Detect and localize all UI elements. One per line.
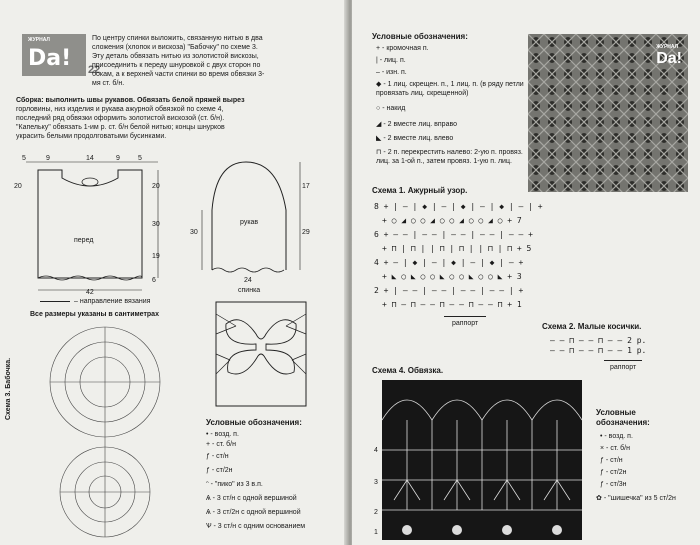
scheme4-row-number: 1 xyxy=(374,529,378,536)
scheme1-row xyxy=(374,230,533,239)
back-label: спинка xyxy=(238,287,261,294)
sizes-note: Все размеры указаны в сантиметрах xyxy=(30,311,159,318)
legend-text: - 1 лиц. скрещен. п., 1 лиц. п. (в ряду петли провязать лиц. скрещенной) xyxy=(376,81,524,97)
legend-title: Условные обозначения: xyxy=(206,418,302,427)
legend-symbol: + xyxy=(376,45,381,52)
legend-symbol: Ѧ xyxy=(206,495,211,502)
assembly-line: горловины, низ изделия и рукава ажурной обвязкой по схеме 4, xyxy=(16,106,224,113)
legend-text: - ст/2н xyxy=(211,467,233,474)
legend-symbol: × xyxy=(600,445,605,452)
row-symbols: + – – | – – | – – | – – | – – + xyxy=(383,230,533,239)
back-lacing-diagram xyxy=(206,294,316,414)
row-symbols: – – ⊓ – – ⊓ – – xyxy=(550,346,623,355)
logo-text: Da! xyxy=(28,46,72,71)
front-measure-top: 5 xyxy=(22,155,26,162)
legend-symbol: • xyxy=(600,433,603,440)
legend-symbol: + xyxy=(206,441,211,448)
legend-item xyxy=(600,444,630,453)
legend-text: - ст/н xyxy=(211,453,229,460)
scheme1-row xyxy=(382,216,522,225)
legend-symbol: ᵔ xyxy=(206,481,209,488)
scheme1-row xyxy=(382,300,522,309)
photo-logo-text: Da! xyxy=(656,50,682,67)
front-measure-left: 20 xyxy=(14,183,22,190)
butterfly-chart xyxy=(10,322,200,542)
row-number: 3 xyxy=(516,272,522,281)
legend-text: - изн. п. xyxy=(381,69,407,76)
front-measure-right: 20 xyxy=(152,183,160,190)
scheme4-chart xyxy=(382,380,582,540)
row-symbols: + – | ◆ | – | ◆ | – | ◆ | – + xyxy=(383,258,524,267)
legend-symbol: ◢ xyxy=(376,121,382,128)
front-measure-top: 9 xyxy=(116,155,120,162)
legend-symbol: ◆ xyxy=(376,81,382,88)
sleeve-measure-right: 29 xyxy=(302,229,310,236)
row-symbols: + ⊓ | ⊓ | | ⊓ | ⊓ | | ⊓ | ⊓ + xyxy=(382,244,522,253)
sleeve-pattern-diagram xyxy=(196,150,346,290)
legend-text: - ст/3н xyxy=(605,481,627,488)
legend-title: Условные обозначения: xyxy=(596,408,650,427)
legend-symbol: ƒ xyxy=(600,481,604,488)
legend-text: - ст. б/н xyxy=(212,441,236,448)
legend-text: - накид xyxy=(382,105,406,112)
legend-item xyxy=(596,494,676,503)
legend-item xyxy=(376,44,429,53)
row-number: 6 xyxy=(374,230,379,239)
rapport-label: раппорт xyxy=(604,360,642,374)
knit-sample-photo xyxy=(528,34,688,192)
scheme1-row xyxy=(382,272,522,281)
front-measure-top: 5 xyxy=(138,155,142,162)
legend-item xyxy=(206,522,305,531)
legend-text: - возд. п. xyxy=(210,431,239,438)
legend-item xyxy=(206,508,301,517)
legend-item xyxy=(206,494,297,503)
photo-logo xyxy=(656,44,682,68)
magazine-logo xyxy=(22,34,101,76)
front-measure-right: 30 xyxy=(152,221,160,228)
legend-item xyxy=(206,440,236,449)
legend-symbol: ✿ xyxy=(596,495,602,502)
intro-line: сложения (хлопок и вискоза) "Бабочку" по схеме 3. xyxy=(92,44,258,51)
legend-item xyxy=(206,480,263,489)
scheme4-row-number: 3 xyxy=(374,479,378,486)
front-measure-bottom: 42 xyxy=(86,289,94,296)
legend-title: Условные обозначения: xyxy=(372,32,468,41)
legend-text: - 2 п. перекрестить налево: 2-ую п. провяз. лиц. за 1-ой п., затем провяз. 1-ую п. лиц. xyxy=(376,149,523,165)
front-measure-top: 14 xyxy=(86,155,94,162)
assembly-line: "Капельку" обвязать 1-им р. ст. б/н белой нитью; концы шнурков xyxy=(16,124,225,131)
scheme1-row xyxy=(374,258,523,267)
sleeve-measure-left: 30 xyxy=(190,229,198,236)
legend-item xyxy=(600,480,627,489)
intro-line: мя ст. б/н. xyxy=(92,80,125,87)
scheme4-row-number: 4 xyxy=(374,447,378,454)
legend-text: - 3 ст/2н с одной вершиной xyxy=(212,509,301,516)
front-measure-right: 6 xyxy=(152,277,156,284)
row-number: 4 xyxy=(374,258,379,267)
scheme1-row xyxy=(374,286,523,295)
legend-symbol: • xyxy=(206,431,209,438)
row-symbols: + | – – | – – | – – | – – | + xyxy=(383,286,524,295)
legend-item xyxy=(376,148,526,166)
row-number: 5 xyxy=(526,244,532,253)
row-number: 2 р. xyxy=(627,336,647,345)
edging-pattern xyxy=(382,380,582,540)
intro-line: Эту деталь обвязать нитью из золотистой вискозы, xyxy=(92,53,259,60)
row-number: 8 xyxy=(374,202,379,211)
row-symbols: + ○ ◢ ○ ○ ◢ ○ ○ ◢ ○ ○ ◢ ○ + xyxy=(382,216,513,225)
legend-symbol: ◣ xyxy=(376,135,382,142)
legend-text: - лиц. п. xyxy=(379,57,406,64)
scheme1-title: Схема 1. Ажурный узор. xyxy=(372,186,468,195)
legend-text: - 2 вместе лиц. вправо xyxy=(383,121,457,128)
legend-text: - "шишечка" из 5 ст/2н xyxy=(603,495,676,502)
legend-text: - кромочная п. xyxy=(382,45,429,52)
scheme3-title: Схема 3. Бабочка. xyxy=(5,357,12,420)
legend-item xyxy=(376,104,405,113)
photo-logo-small: ЖУРНАЛ xyxy=(656,44,679,50)
legend-item xyxy=(376,68,407,77)
front-measure-top: 9 xyxy=(46,155,50,162)
right-page xyxy=(352,0,700,545)
legend-text: - ст/2н xyxy=(605,469,627,476)
direction-note: – направление вязания xyxy=(74,298,151,305)
intro-line: По центру спинки выложить, связанную нитью в два xyxy=(92,35,263,42)
assembly-line: украсить белыми продолговатыми бусинками. xyxy=(16,133,167,140)
page-number: 22 xyxy=(88,64,101,76)
left-page xyxy=(0,0,348,545)
legend-symbol: ƒ xyxy=(206,453,210,460)
legend-text: - ст. б/н xyxy=(606,445,630,452)
row-symbols: + ◣ ○ ◣ ○ ○ ◣ ○ ○ ◣ ○ ○ ◣ + xyxy=(382,272,513,281)
row-number: 1 xyxy=(516,300,522,309)
sleeve-measure-right: 17 xyxy=(302,183,310,190)
scheme1-row xyxy=(382,244,531,253)
row-symbols: – – ⊓ – – ⊓ – – xyxy=(550,336,623,345)
legend-item xyxy=(600,432,633,441)
legend-symbol: ƒ xyxy=(206,467,210,474)
front-label: перед xyxy=(74,237,94,244)
legend-symbol: ○ xyxy=(376,105,381,112)
legend-item xyxy=(206,452,229,461)
legend-symbol: | xyxy=(376,57,378,64)
legend-item xyxy=(600,468,627,477)
legend-text: - 3 ст/н с одним основанием xyxy=(213,523,306,530)
intro-line: присоединить к переду шнуровкой с двух сторон по xyxy=(92,62,261,69)
legend-text: - "пико" из 3 в.п. xyxy=(210,481,263,488)
legend-symbol: ƒ xyxy=(600,457,604,464)
legend-symbol: Ѱ xyxy=(206,523,212,530)
legend-item xyxy=(376,120,457,129)
legend-text: - ст/н xyxy=(605,457,623,464)
legend-text: - 3 ст/н с одной вершиной xyxy=(212,495,297,502)
row-number: 7 xyxy=(516,216,522,225)
row-number: 1 р. xyxy=(627,346,647,355)
intro-line: бокам, а к верхней части спинки во время обвязки 3- xyxy=(92,71,265,78)
legend-symbol: Ѧ xyxy=(206,509,211,516)
sleeve-measure-bottom: 24 xyxy=(244,277,252,284)
legend-item xyxy=(376,80,526,98)
assembly-line: Сборка: выполнить швы рукавов. Обвязать белой пряжей вырез xyxy=(16,97,245,104)
legend-symbol: ƒ xyxy=(600,469,604,476)
row-number: 2 xyxy=(374,286,379,295)
legend-item xyxy=(376,56,406,65)
legend-item xyxy=(206,430,239,439)
legend-symbol: ⊓ xyxy=(376,149,382,156)
scheme4-title: Схема 4. Обвязка. xyxy=(372,366,444,375)
row-symbols: + ⊓ – ⊓ – – ⊓ – – ⊓ – – ⊓ + xyxy=(382,300,513,309)
row-symbols: + | – | ◆ | – | ◆ | – | ◆ | – | + xyxy=(383,202,543,211)
front-measure-right: 19 xyxy=(152,253,160,260)
scheme2-title: Схема 2. Малые косички. xyxy=(542,322,642,331)
scheme2-row xyxy=(550,346,646,355)
scheme4-row-number: 2 xyxy=(374,509,378,516)
legend-item xyxy=(600,456,623,465)
arrow-icon xyxy=(40,301,70,302)
logo-small-text: ЖУРНАЛ xyxy=(28,37,50,43)
legend-item xyxy=(206,466,233,475)
legend-item xyxy=(376,134,453,143)
scheme2-row xyxy=(550,336,646,345)
sleeve-label: рукав xyxy=(240,219,259,226)
scheme1-row xyxy=(374,202,543,211)
rapport-label: раппорт xyxy=(444,316,486,330)
assembly-line: последний ряд обвязки оформить золотистой вискозой (ст. б/н). xyxy=(16,115,225,122)
legend-text: - 2 вместе лиц. влево xyxy=(383,135,454,142)
legend-symbol: – xyxy=(376,69,380,76)
legend-text: - возд. п. xyxy=(604,433,633,440)
